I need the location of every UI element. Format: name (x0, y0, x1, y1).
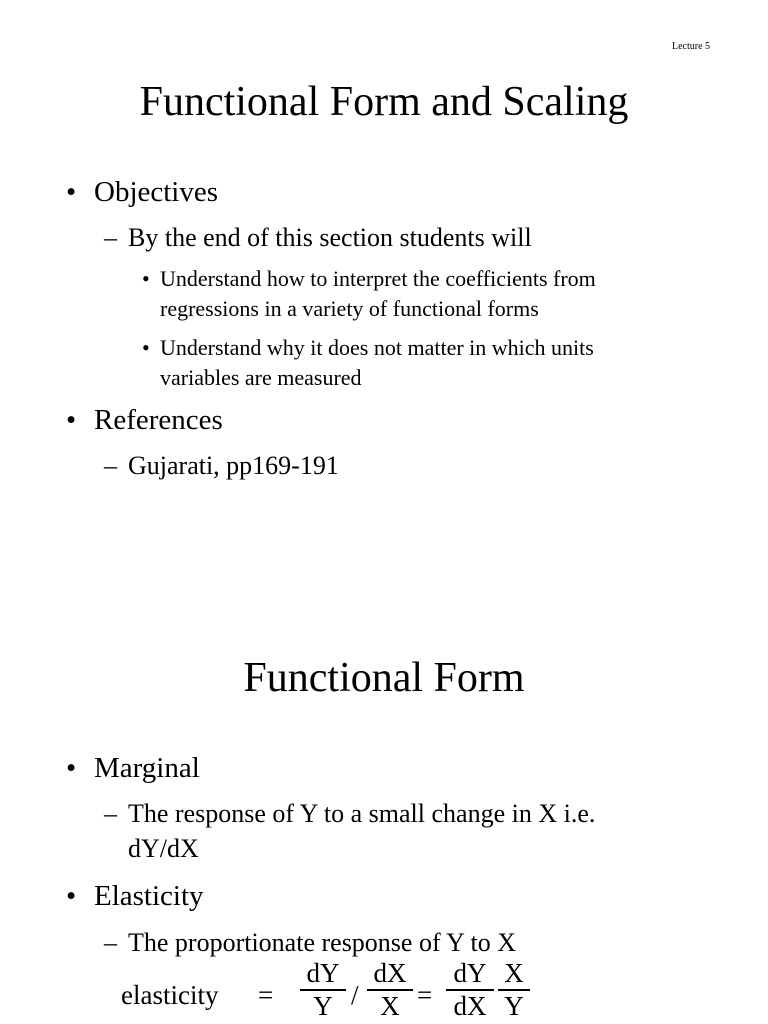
dash-icon: – (104, 928, 117, 957)
fraction-numerator: dY (306, 958, 340, 988)
fraction-denominator: Y (504, 991, 524, 1021)
slide2-title: Functional Form (243, 655, 525, 701)
dash-icon: – (104, 799, 117, 828)
reference-item: Gujarati, pp169-191 (128, 451, 339, 480)
objectives-heading: Objectives (94, 176, 219, 208)
objective-item-2-line-1: Understand why it does not matter in which units (160, 335, 594, 360)
fraction-dy-over-dx (446, 958, 494, 1022)
objective-item-1-line-2: regressions in a variety of functional forms (160, 296, 539, 321)
fraction-numerator: dY (453, 958, 487, 988)
references-heading: References (94, 404, 223, 436)
marginal-desc-line-1: The response of Y to a small change in X i.e. (128, 799, 596, 828)
formula-equals: = (258, 980, 274, 1010)
fraction-numerator: dX (373, 958, 407, 988)
bullet-dot-icon: • (142, 335, 150, 360)
by-end-text: By the end of this section students will (128, 223, 532, 252)
lecture-label: Lecture 5 (672, 41, 711, 52)
marginal-heading: Marginal (94, 752, 200, 784)
elasticity-desc: The proportionate response of Y to X (128, 928, 516, 957)
formula-slash: / (351, 980, 359, 1010)
bullet-dot-icon: • (66, 176, 77, 208)
slide1-title: Functional Form and Scaling (139, 79, 629, 125)
objective-item-2-line-2: variables are measured (160, 365, 362, 390)
bullet-dot-icon: • (66, 752, 77, 784)
fraction-denominator: X (380, 991, 400, 1021)
fraction-denominator: dX (453, 991, 487, 1021)
dash-icon: – (104, 223, 117, 252)
marginal-desc-line-2: dY/dX (128, 834, 199, 863)
formula-equals-2: = (417, 980, 433, 1010)
fraction-x-over-y (498, 958, 530, 1022)
formula-label: elasticity (121, 980, 219, 1010)
dash-icon: – (104, 451, 117, 480)
fraction-dy-over-y (300, 958, 346, 1022)
fraction-numerator: X (504, 958, 524, 988)
fraction-denominator: Y (313, 991, 333, 1021)
fraction-dx-over-x (367, 958, 413, 1022)
objective-item-1-line-1: Understand how to interpret the coefficients from (160, 266, 596, 291)
bullet-dot-icon: • (66, 880, 77, 912)
bullet-dot-icon: • (66, 404, 77, 436)
elasticity-heading: Elasticity (94, 880, 204, 912)
bullet-dot-icon: • (142, 266, 150, 291)
